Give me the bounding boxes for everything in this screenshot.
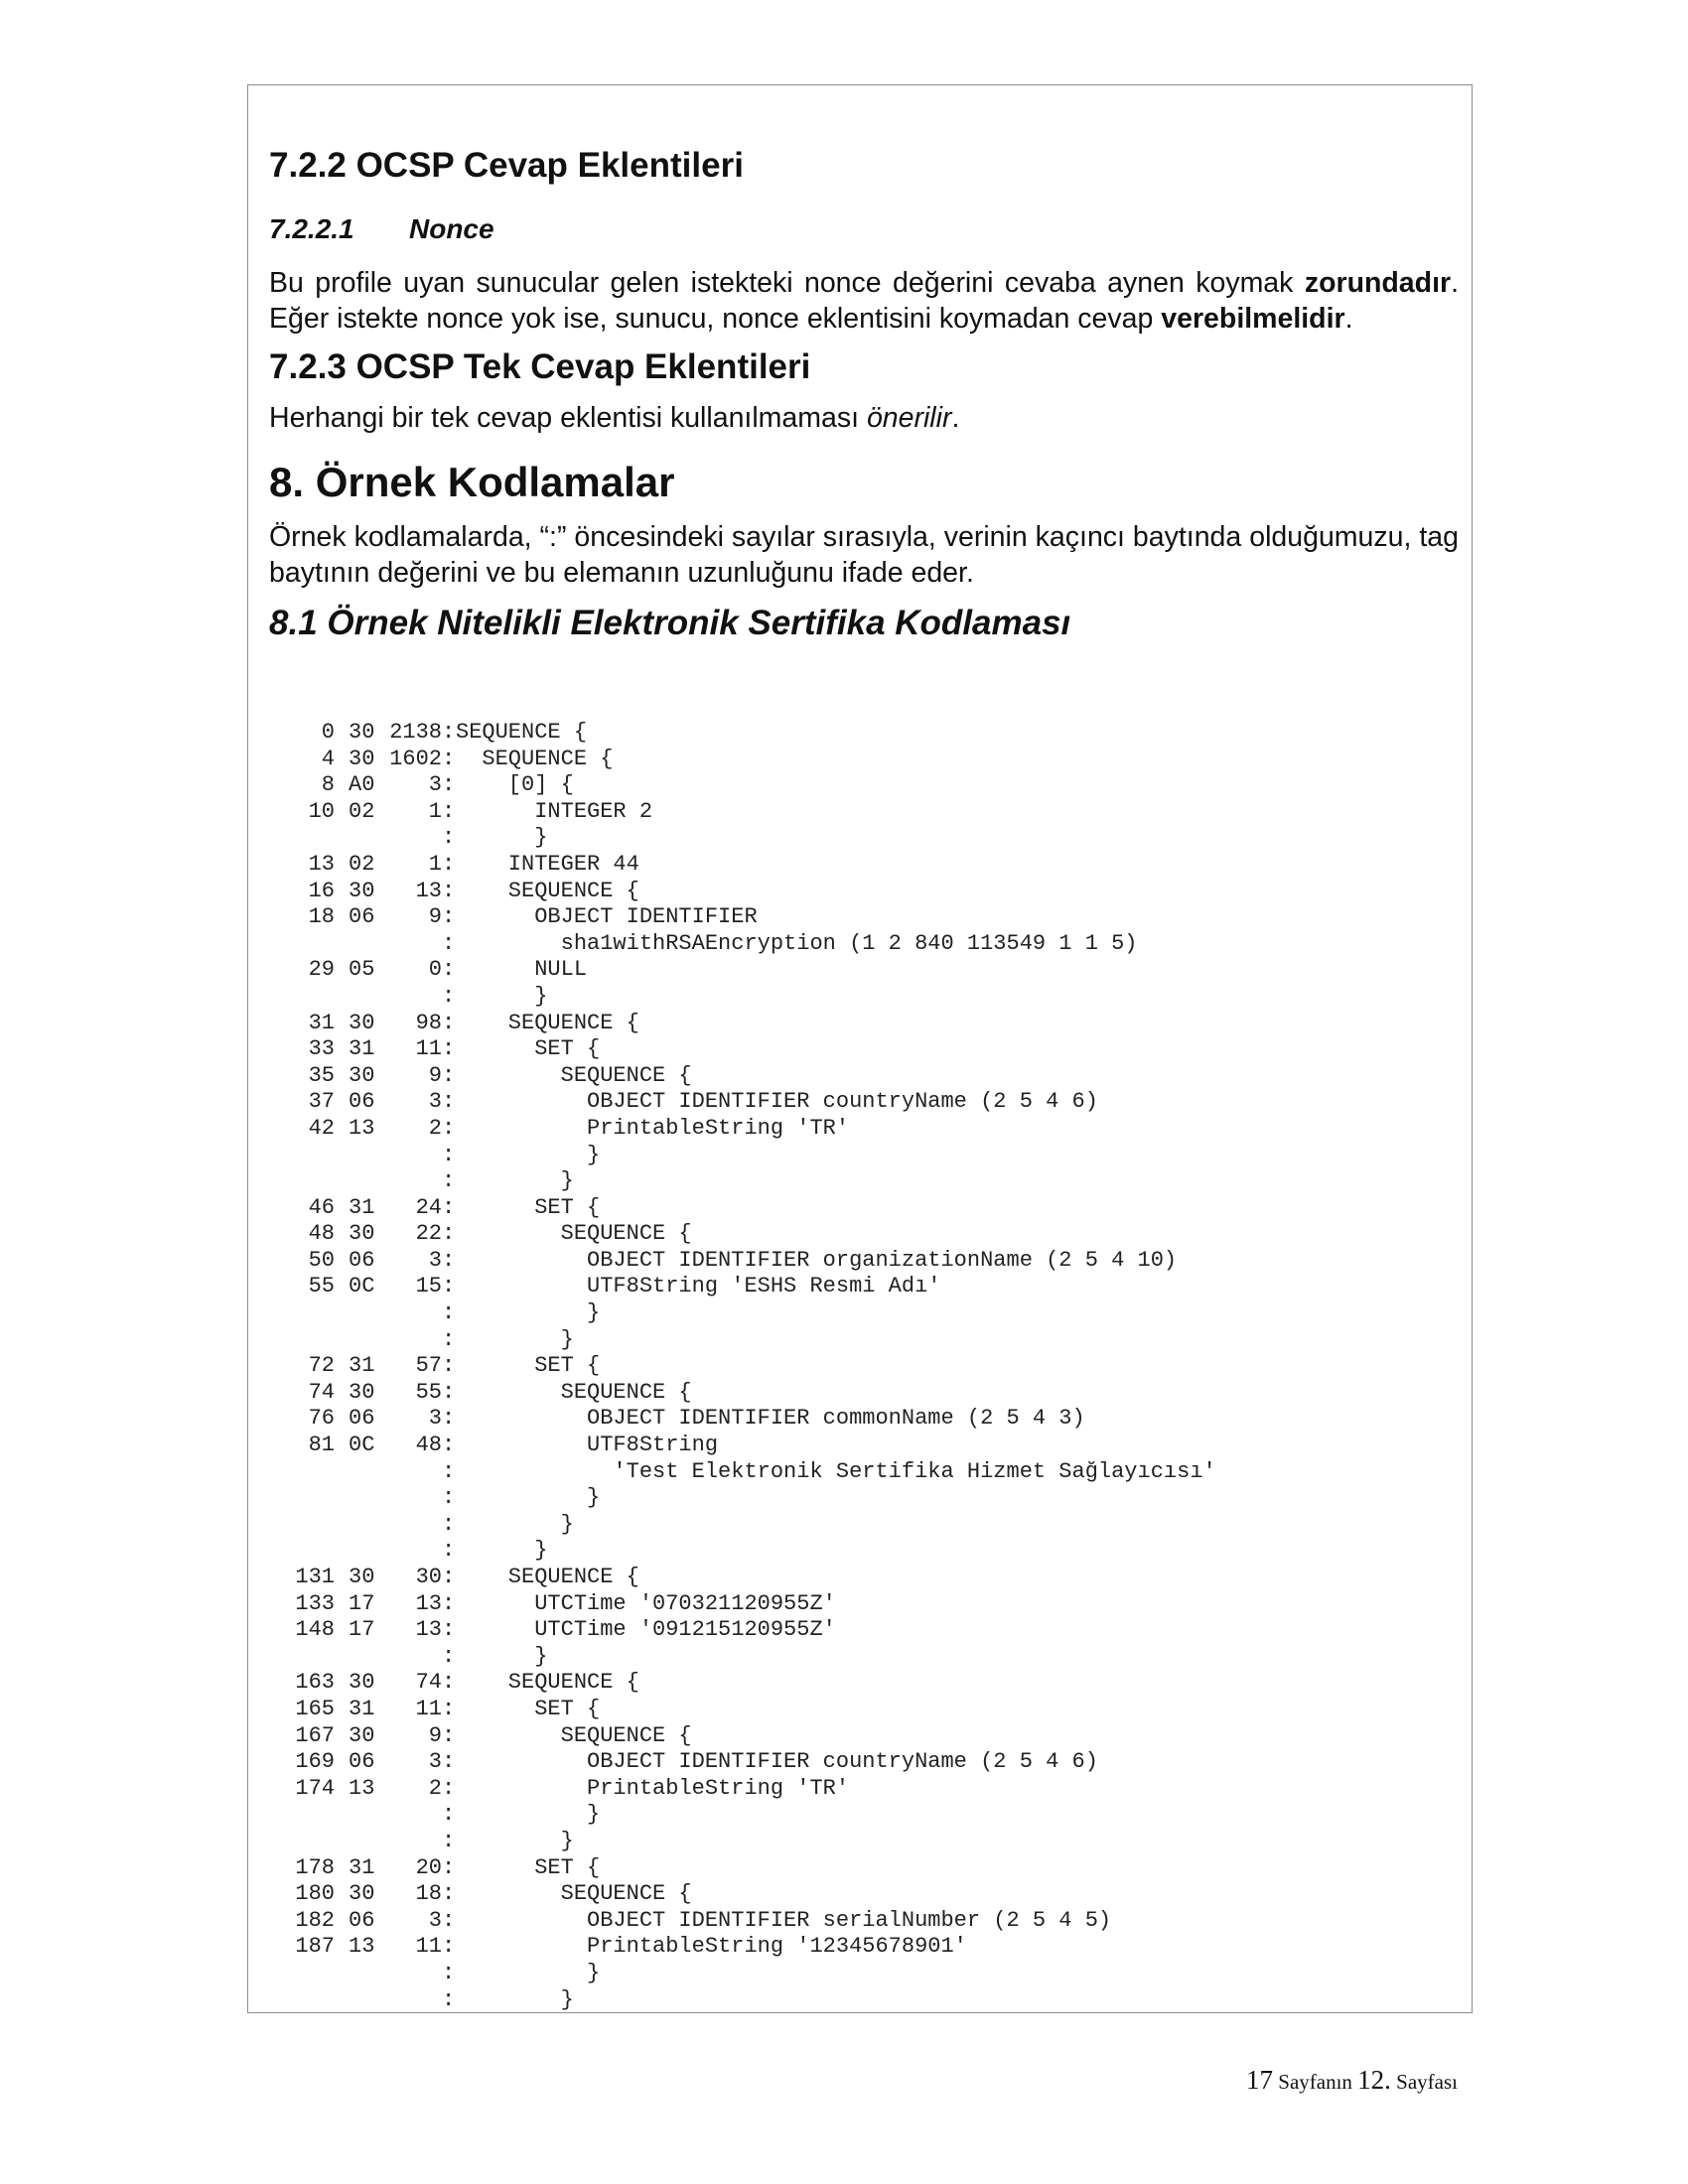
- emphasis-bold: zorundadır: [1304, 266, 1452, 299]
- byte-offset: 74: [308, 1379, 335, 1405]
- asn1-content: OBJECT IDENTIFIER serialNumber (2 5 4 5): [456, 1907, 1112, 1933]
- byte-offset: 48: [308, 1221, 335, 1247]
- tag-byte: 06: [349, 904, 375, 930]
- element-length: 11: [415, 1036, 442, 1062]
- element-length: 13: [415, 1617, 442, 1643]
- text-run: .: [1344, 302, 1353, 335]
- tag-byte: 30: [349, 1010, 375, 1035]
- code-line: [281, 1459, 1216, 1486]
- code-line: [281, 1565, 1216, 1591]
- element-length: 1602: [389, 746, 442, 771]
- byte-offset: 187: [295, 1934, 335, 1960]
- element-length: 1: [428, 798, 442, 824]
- asn1-content: SEQUENCE {: [456, 1062, 692, 1088]
- byte-offset: 4: [321, 746, 335, 771]
- byte-offset: 81: [308, 1433, 335, 1458]
- element-length: 22: [415, 1221, 442, 1247]
- code-line: [281, 1143, 1216, 1169]
- element-length: 3: [428, 772, 442, 798]
- element-length: 0: [428, 957, 442, 983]
- code-line: [281, 1829, 1216, 1855]
- code-line: [281, 1248, 1216, 1275]
- byte-offset: 46: [308, 1194, 335, 1220]
- separator-colon: :: [442, 1538, 456, 1564]
- code-line: [281, 1485, 1216, 1512]
- separator-colon: :: [442, 1960, 456, 1985]
- asn1-content: SET {: [456, 1854, 601, 1880]
- separator-colon: :: [442, 798, 456, 824]
- tag-byte: 30: [349, 878, 375, 903]
- tag-byte: 30: [349, 1881, 375, 1907]
- element-length: 13: [415, 878, 442, 903]
- code-line: [281, 1697, 1216, 1723]
- text-run: .: [951, 401, 960, 434]
- tag-byte: 31: [349, 1696, 375, 1721]
- asn1-content: OBJECT IDENTIFIER countryName (2 5 4 6): [456, 1089, 1098, 1115]
- separator-colon: :: [442, 851, 456, 877]
- code-line: [281, 1512, 1216, 1539]
- asn1-content: SEQUENCE {: [456, 1379, 692, 1405]
- text-run: Herhangi bir tek cevap eklentisi kullanılmaması: [269, 401, 867, 434]
- code-line: [281, 1617, 1216, 1644]
- separator-colon: :: [442, 1775, 456, 1801]
- asn1-content: PrintableString '12345678901': [456, 1934, 967, 1960]
- heading-8-1: 8.1 Örnek Nitelikli Elektronik Sertifika Kodlaması: [269, 603, 1071, 642]
- tag-byte: 30: [349, 1379, 375, 1405]
- code-line: [281, 984, 1216, 1011]
- byte-offset: 55: [308, 1274, 335, 1299]
- tag-byte: 0C: [349, 1433, 375, 1458]
- tag-byte: 13: [349, 1934, 375, 1960]
- code-line: [281, 1881, 1216, 1908]
- separator-colon: :: [442, 1458, 456, 1484]
- heading-8: 8. Örnek Kodlamalar: [269, 458, 675, 505]
- byte-offset: 42: [308, 1115, 335, 1141]
- tag-byte: 30: [349, 1722, 375, 1748]
- asn1-content: OBJECT IDENTIFIER countryName (2 5 4 6): [456, 1749, 1098, 1775]
- element-length: 24: [415, 1194, 442, 1220]
- code-line: [281, 1221, 1216, 1248]
- asn1-content: SET {: [456, 1036, 601, 1062]
- code-line: [281, 1406, 1216, 1433]
- code-line: [281, 772, 1216, 799]
- asn1-content: }: [456, 1643, 548, 1669]
- separator-colon: :: [442, 1907, 456, 1933]
- heading-7-2-2: 7.2.2 OCSP Cevap Eklentileri: [269, 146, 744, 185]
- asn1-content: }: [456, 1802, 601, 1828]
- tag-byte: 30: [349, 1221, 375, 1247]
- code-line: [281, 1776, 1216, 1803]
- byte-offset: 165: [295, 1696, 335, 1721]
- code-line: [281, 1591, 1216, 1618]
- asn1-content: UTCTime '070321120955Z': [456, 1590, 836, 1616]
- code-line: [281, 1855, 1216, 1882]
- asn1-content: PrintableString 'TR': [456, 1115, 850, 1141]
- separator-colon: :: [442, 904, 456, 930]
- tag-byte: 31: [349, 1036, 375, 1062]
- code-line: [281, 1723, 1216, 1750]
- asn1-content: OBJECT IDENTIFIER: [456, 904, 758, 930]
- asn1-content: 'Test Elektronik Sertifika Hizmet Sağlayıcısı': [456, 1458, 1216, 1484]
- emphasis-italic: önerilir: [866, 401, 952, 434]
- element-length: 3: [428, 1406, 442, 1432]
- tag-byte: 0C: [349, 1274, 375, 1299]
- byte-offset: 169: [295, 1749, 335, 1775]
- byte-offset: 163: [295, 1670, 335, 1696]
- byte-offset: 180: [295, 1881, 335, 1907]
- separator-colon: :: [442, 1010, 456, 1035]
- element-length: 74: [415, 1670, 442, 1696]
- code-line: [281, 1353, 1216, 1380]
- asn1-code-listing: [281, 720, 1216, 2013]
- footer-word-page: Sayfası: [1390, 2070, 1458, 2094]
- heading-text: Nonce: [409, 213, 494, 244]
- separator-colon: :: [442, 1854, 456, 1880]
- tag-byte: 02: [349, 851, 375, 877]
- element-length: 9: [428, 1062, 442, 1088]
- tag-byte: 06: [349, 1406, 375, 1432]
- separator-colon: :: [442, 983, 456, 1009]
- asn1-content: PrintableString 'TR': [456, 1775, 850, 1801]
- element-length: 15: [415, 1274, 442, 1299]
- code-line: [281, 1036, 1216, 1063]
- asn1-content: SEQUENCE {: [456, 878, 639, 903]
- code-line: [281, 879, 1216, 905]
- element-length: 18: [415, 1881, 442, 1907]
- tag-byte: 31: [349, 1194, 375, 1220]
- element-length: 3: [428, 1247, 442, 1273]
- byte-offset: 33: [308, 1036, 335, 1062]
- asn1-content: }: [456, 1326, 574, 1352]
- separator-colon: :: [442, 1934, 456, 1960]
- element-length: 48: [415, 1433, 442, 1458]
- separator-colon: :: [442, 1326, 456, 1352]
- byte-offset: 29: [308, 957, 335, 983]
- single-response-paragraph: [269, 400, 1459, 436]
- separator-colon: :: [442, 1511, 456, 1537]
- asn1-content: OBJECT IDENTIFIER commonName (2 5 4 3): [456, 1406, 1085, 1432]
- asn1-content: SET {: [456, 1353, 601, 1379]
- separator-colon: :: [442, 1828, 456, 1853]
- tag-byte: 06: [349, 1247, 375, 1273]
- asn1-content: NULL: [456, 957, 588, 983]
- separator-colon: :: [442, 772, 456, 798]
- asn1-content: SET {: [456, 1696, 601, 1721]
- tag-byte: 30: [349, 1062, 375, 1088]
- separator-colon: :: [442, 1670, 456, 1696]
- separator-colon: :: [442, 1247, 456, 1273]
- asn1-content: }: [456, 1828, 574, 1853]
- emphasis-bold: verebilmelidir: [1161, 302, 1345, 335]
- code-line: [281, 1116, 1216, 1143]
- byte-offset: 35: [308, 1062, 335, 1088]
- asn1-content: INTEGER 2: [456, 798, 653, 824]
- element-length: 3: [428, 1749, 442, 1775]
- code-line: [281, 1644, 1216, 1671]
- separator-colon: :: [442, 1168, 456, 1194]
- tag-byte: 17: [349, 1590, 375, 1616]
- tag-byte: 17: [349, 1617, 375, 1643]
- asn1-content: SEQUENCE {: [456, 720, 588, 745]
- byte-offset: 16: [308, 878, 335, 903]
- tag-byte: 30: [349, 746, 375, 771]
- code-line: [281, 904, 1216, 931]
- total-pages: 17: [1246, 2065, 1274, 2095]
- separator-colon: :: [442, 746, 456, 771]
- byte-offset: 133: [295, 1590, 335, 1616]
- separator-colon: :: [442, 825, 456, 851]
- asn1-content: }: [456, 1142, 601, 1167]
- encoding-intro-paragraph: Örnek kodlamalarda, “:” öncesindeki sayılar sırasıyla, verinin kaçıncı baytında olduğumuzu, tag baytının değerini ve bu elemanın uzunluğunu ifade eder.: [269, 520, 1459, 589]
- element-length: 2: [428, 1775, 442, 1801]
- asn1-content: }: [456, 1300, 601, 1326]
- byte-offset: 131: [295, 1565, 335, 1589]
- separator-colon: :: [442, 1565, 456, 1589]
- byte-offset: 8: [321, 772, 335, 798]
- element-length: 9: [428, 1722, 442, 1748]
- separator-colon: :: [442, 1485, 456, 1511]
- code-line: [281, 1195, 1216, 1222]
- asn1-content: }: [456, 1485, 601, 1511]
- separator-colon: :: [442, 1274, 456, 1299]
- byte-offset: 182: [295, 1907, 335, 1933]
- tag-byte: 06: [349, 1907, 375, 1933]
- tag-byte: 30: [349, 720, 375, 745]
- asn1-content: SEQUENCE {: [456, 1565, 639, 1589]
- asn1-content: INTEGER 44: [456, 851, 639, 877]
- asn1-content: SEQUENCE {: [456, 1722, 692, 1748]
- document-body: [269, 145, 1459, 644]
- asn1-content: UTF8String 'ESHS Resmi Adı': [456, 1274, 941, 1299]
- code-line: [281, 825, 1216, 852]
- separator-colon: :: [442, 1089, 456, 1115]
- asn1-content: }: [456, 1538, 548, 1564]
- byte-offset: 31: [308, 1010, 335, 1035]
- asn1-content: SEQUENCE {: [456, 1010, 639, 1035]
- byte-offset: 148: [295, 1617, 335, 1643]
- asn1-content: SEQUENCE {: [456, 746, 614, 771]
- heading-number: 7.2.2.1: [269, 213, 354, 244]
- separator-colon: :: [442, 878, 456, 903]
- separator-colon: :: [442, 1722, 456, 1748]
- tag-byte: 30: [349, 1670, 375, 1696]
- code-line: [281, 1089, 1216, 1116]
- byte-offset: 13: [308, 851, 335, 877]
- code-line: [281, 1433, 1216, 1459]
- element-length: 11: [415, 1934, 442, 1960]
- separator-colon: :: [442, 1062, 456, 1088]
- code-line: [281, 1987, 1216, 2014]
- separator-colon: :: [442, 1433, 456, 1458]
- tag-byte: 31: [349, 1353, 375, 1379]
- byte-offset: 10: [308, 798, 335, 824]
- separator-colon: :: [442, 1617, 456, 1643]
- code-line: [281, 1168, 1216, 1195]
- code-line: [281, 1274, 1216, 1300]
- asn1-content: [0] {: [456, 772, 574, 798]
- asn1-content: UTF8String: [456, 1433, 719, 1458]
- code-line: [281, 1327, 1216, 1354]
- code-line: [281, 852, 1216, 879]
- element-length: 55: [415, 1379, 442, 1405]
- separator-colon: :: [442, 1379, 456, 1405]
- separator-colon: :: [442, 1194, 456, 1220]
- text-run: . Eğer istekte nonce yok ise, sunucu, nonce eklentisini koymadan cevap: [269, 266, 1459, 335]
- code-line: [281, 799, 1216, 826]
- separator-colon: :: [442, 1115, 456, 1141]
- asn1-content: SEQUENCE {: [456, 1221, 692, 1247]
- asn1-content: }: [456, 825, 548, 851]
- asn1-content: }: [456, 1960, 601, 1985]
- page-footer: [1246, 2065, 1458, 2096]
- tag-byte: A0: [349, 772, 375, 798]
- byte-offset: 167: [295, 1722, 335, 1748]
- tag-byte: 05: [349, 957, 375, 983]
- separator-colon: :: [442, 1643, 456, 1669]
- asn1-content: SEQUENCE {: [456, 1881, 692, 1907]
- asn1-content: }: [456, 1511, 574, 1537]
- separator-colon: :: [442, 1749, 456, 1775]
- current-page: 12.: [1357, 2065, 1391, 2095]
- tag-byte: 02: [349, 798, 375, 824]
- asn1-content: SEQUENCE {: [456, 1670, 639, 1696]
- separator-colon: :: [442, 720, 456, 745]
- separator-colon: :: [442, 1300, 456, 1326]
- asn1-content: SET {: [456, 1194, 601, 1220]
- tag-byte: 13: [349, 1115, 375, 1141]
- element-length: 1: [428, 851, 442, 877]
- separator-colon: :: [442, 1406, 456, 1432]
- element-length: 11: [415, 1696, 442, 1721]
- code-line: [281, 1934, 1216, 1961]
- code-line: [281, 1380, 1216, 1407]
- code-line: [281, 1670, 1216, 1697]
- separator-colon: :: [442, 1881, 456, 1907]
- code-line: [281, 720, 1216, 747]
- tag-byte: 30: [349, 1565, 375, 1589]
- asn1-content: sha1withRSAEncryption (1 2 840 113549 1 1 5): [456, 930, 1138, 956]
- tag-byte: 31: [349, 1854, 375, 1880]
- element-length: 98: [415, 1010, 442, 1035]
- footer-word-of: Sayfanın: [1273, 2070, 1358, 2094]
- element-length: 3: [428, 1089, 442, 1115]
- heading-7-2-3: 7.2.3 OCSP Tek Cevap Eklentileri: [269, 346, 811, 386]
- code-line: [281, 1961, 1216, 1987]
- element-length: 9: [428, 904, 442, 930]
- element-length: 2138: [389, 720, 442, 745]
- asn1-content: }: [456, 983, 548, 1009]
- code-line: [281, 1011, 1216, 1037]
- code-line: [281, 747, 1216, 773]
- separator-colon: :: [442, 1802, 456, 1828]
- element-length: 13: [415, 1590, 442, 1616]
- tag-byte: 06: [349, 1089, 375, 1115]
- heading-7-2-2-1: [269, 212, 1459, 246]
- separator-colon: :: [442, 1142, 456, 1167]
- code-line: [281, 1908, 1216, 1935]
- asn1-content: OBJECT IDENTIFIER organizationName (2 5 4 10): [456, 1247, 1178, 1273]
- asn1-content: }: [456, 1986, 574, 2012]
- separator-colon: :: [442, 930, 456, 956]
- byte-offset: 178: [295, 1854, 335, 1880]
- separator-colon: :: [442, 1036, 456, 1062]
- separator-colon: :: [442, 957, 456, 983]
- byte-offset: 76: [308, 1406, 335, 1432]
- asn1-content: UTCTime '091215120955Z': [456, 1617, 836, 1643]
- asn1-content: }: [456, 1168, 574, 1194]
- element-length: 3: [428, 1907, 442, 1933]
- byte-offset: 0: [321, 720, 335, 745]
- code-line: [281, 957, 1216, 984]
- byte-offset: 50: [308, 1247, 335, 1273]
- separator-colon: :: [442, 1986, 456, 2012]
- code-line: [281, 1538, 1216, 1565]
- code-line: [281, 1802, 1216, 1829]
- element-length: 30: [415, 1565, 442, 1589]
- byte-offset: 72: [308, 1353, 335, 1379]
- separator-colon: :: [442, 1696, 456, 1721]
- code-line: [281, 1749, 1216, 1776]
- nonce-paragraph: [269, 265, 1459, 337]
- byte-offset: 37: [308, 1089, 335, 1115]
- code-line: [281, 1300, 1216, 1327]
- tag-byte: 06: [349, 1749, 375, 1775]
- tag-byte: 13: [349, 1775, 375, 1801]
- element-length: 20: [415, 1854, 442, 1880]
- byte-offset: 18: [308, 904, 335, 930]
- separator-colon: :: [442, 1353, 456, 1379]
- code-line: [281, 931, 1216, 958]
- element-length: 2: [428, 1115, 442, 1141]
- separator-colon: :: [442, 1590, 456, 1616]
- element-length: 57: [415, 1353, 442, 1379]
- code-line: [281, 1063, 1216, 1090]
- byte-offset: 174: [295, 1775, 335, 1801]
- separator-colon: :: [442, 1221, 456, 1247]
- text-run: Bu profile uyan sunucular gelen istekteki nonce değerini cevaba aynen koymak: [269, 266, 1305, 299]
